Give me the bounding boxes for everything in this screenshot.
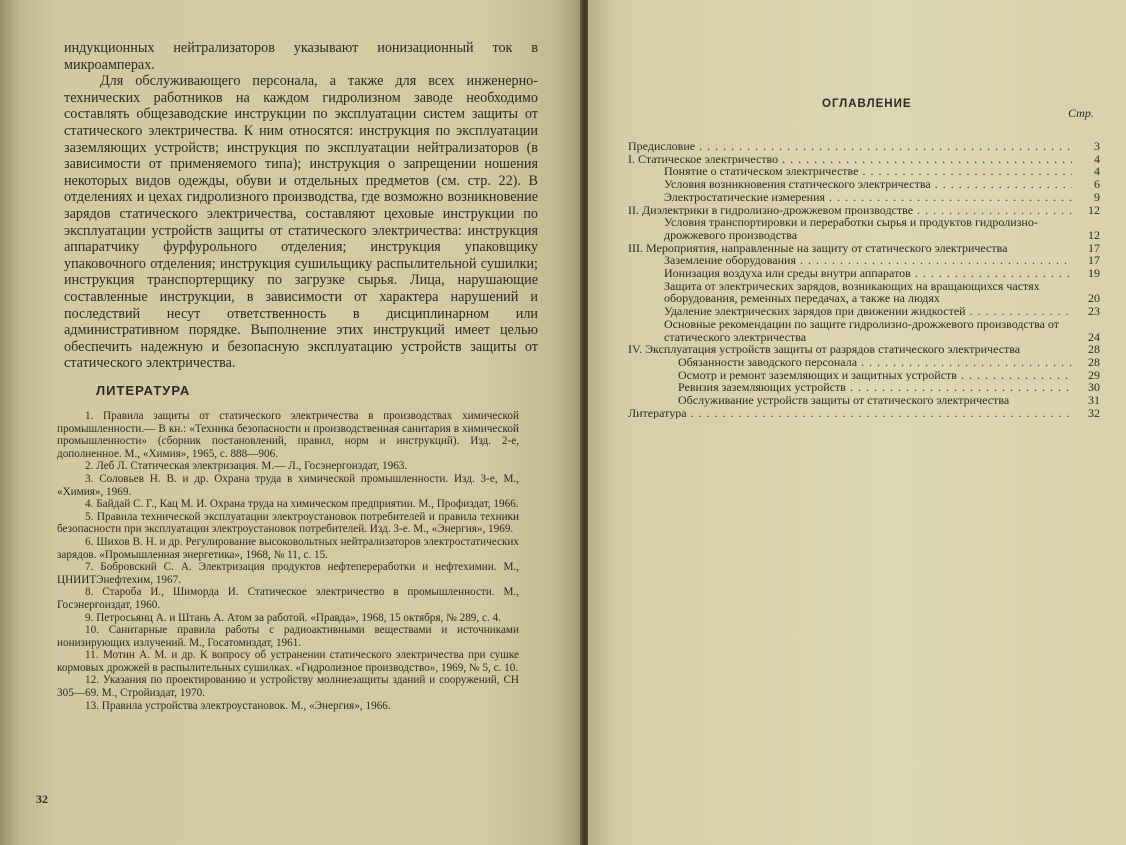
toc-title: ОГЛАВЛЕНИЕ xyxy=(822,98,912,110)
toc-entry xyxy=(628,216,1100,241)
toc-entry-title: Предисловие . . . xyxy=(628,140,1072,153)
toc-entry-title: Обязанности заводского персонала . . . xyxy=(678,356,1072,369)
toc-entry-page: 12 xyxy=(1088,227,1100,242)
body-text xyxy=(64,40,538,372)
toc-entry-title: I. Статическое электричество . . . xyxy=(628,153,1072,166)
toc-entry-page: 23 xyxy=(1088,304,1100,319)
toc-entry-page: 17 xyxy=(1088,240,1100,255)
toc-entry xyxy=(628,369,1100,382)
toc-entry-page: 6 xyxy=(1094,177,1100,192)
reference-item: 2. Леб Л. Статическая электризация. М.— Л., Госэнергоиздат, 1963. xyxy=(85,460,408,473)
toc-entry-title: Обслуживание устройств защиты от статического электричества xyxy=(678,393,1010,408)
toc-entry xyxy=(628,343,1100,356)
toc-entry xyxy=(628,407,1100,420)
toc-entry xyxy=(628,305,1100,318)
toc-entry xyxy=(628,191,1100,204)
toc-page-column-label: Стр. xyxy=(1068,106,1094,120)
toc-entry-title: Защита от электрических зарядов, возникающих на вращающихся частях оборудования, ременных передачах, а также на людях xyxy=(664,278,1040,306)
toc-entry-title: Электростатические измерения . . . xyxy=(664,191,1072,204)
right-page xyxy=(588,0,1126,845)
toc-entry-title: Заземление оборудования . . . xyxy=(664,254,1072,267)
toc-entry xyxy=(628,165,1100,178)
toc-entry-page: 20 xyxy=(1088,291,1100,306)
toc-entry-page: 30 xyxy=(1088,380,1100,395)
toc-entry-title: Удаление электрических зарядов при движении жидкостей . . . xyxy=(664,305,1072,318)
page-number: 32 xyxy=(36,792,48,806)
reference-item: 9. Петросьянц А. и Штань А. Атом за работой. «Правда», 1968, 15 октября, № 289, с. 4. xyxy=(85,611,501,624)
toc-entry xyxy=(628,267,1100,280)
reference-item: 3. Соловьев Н. В. и др. Охрана труда в химической промышленности. Изд. 3-е, М., «Химия», 1969. xyxy=(57,472,519,498)
reference-item: 5. Правила технической эксплуатации электроустановок потребителей и правила техники безопасности при эксплуатации электроустановок потребителей. Изд. 3-е. М., «Энергия», 1969. xyxy=(57,510,519,536)
toc-entry-page: 12 xyxy=(1088,202,1100,217)
literature-heading: ЛИТЕРАТУРА xyxy=(96,383,191,398)
toc-entry-title: Условия возникновения статического электричества . . . xyxy=(664,178,1072,191)
toc-entry-page: 31 xyxy=(1088,393,1100,408)
table-of-contents xyxy=(628,140,1100,419)
toc-entry-title: Литература . . . xyxy=(628,407,1072,420)
reference-item: 4. Байдай С. Г., Кац М. И. Охрана труда на химическом предприятии. М., Профиздат, 1966. xyxy=(85,498,519,511)
reference-item: 1. Правила защиты от статического электричества в производствах химической промышленности.— В кн.: «Техника безопасности и производственная санитария в химической промышленности» (сборник постановлений, правил, норм и инструкций). Изд. 2-е, дополненное. М., «Химия», 1965, с. 888—906. xyxy=(57,410,519,460)
toc-entry-page: 3 xyxy=(1094,139,1100,153)
reference-item: 8. Староба И., Шиморда И. Статическое электричество в промышленности. М., Госэнергоиздат, 1960. xyxy=(57,586,519,611)
toc-entry-title: IV. Эксплуатация устройств защиты от разрядов статического электричества xyxy=(628,342,1021,357)
toc-entry-title: Осмотр и ремонт заземляющих и защитных устройств . . . xyxy=(678,369,1072,382)
toc-entry xyxy=(628,178,1100,191)
reference-item: 7. Бобровский С. А. Электризация продуктов нефтепереработки и нефтехимии. М., ЦНИИТЭнефтехим, 1967. xyxy=(57,561,519,586)
toc-entry xyxy=(628,394,1100,407)
toc-entry-title: Ионизация воздуха или среды внутри аппаратов . . . xyxy=(664,267,1072,280)
toc-entry-page: 28 xyxy=(1088,342,1100,357)
toc-entry xyxy=(628,242,1100,255)
toc-entry-page: 29 xyxy=(1088,367,1100,382)
toc-entry xyxy=(628,318,1100,343)
toc-entry-title: Понятие о статическом электричестве . . . xyxy=(664,165,1072,178)
toc-entry-page: 24 xyxy=(1088,329,1100,344)
paragraph: Для обслуживающего персонала, а также для всех инженерно-технических работников на каждом гидролизном заводе необходимо составлять общезаводские инструкции по эксплуатации систем защиты от статического электричества. К ним относятся: инструкция по эксплуатации заземляющих устройств; инструкция по эксплуатации нейтрализаторов (в зависимости от применяемого типа); инструкция о запрещении ношения некоторых видов одежды, обуви и отдельных предметов (см. стр. 22). В отделениях и цехах гидролизного производства, где возможно возникновение зарядов статического электричества, составляют цеховые инструкции по эксплуатации устройств защиты от статического электричества: инструкция аппаратчику фурфурольного отделения; инструкция упаковщику упаковочного отделения; инструкция сушильщику распылительной сушилки; инструкция транспортерщику по загрузке сырья. Лица, нарушающие составленные инструкции, в зависимости от характера нарушений и последствий несут ответственность в дисциплинарном или административном порядке. Выполнение этих инструкций имеет целью обеспечить надежную и безопасную эксплуатацию устройств защиты от статического электричества. xyxy=(64,73,538,372)
toc-entry-page: 4 xyxy=(1094,164,1100,179)
toc-entry-page: 28 xyxy=(1088,354,1100,369)
toc-entry-page: 17 xyxy=(1088,253,1100,268)
reference-item: 11. Мотин А. М. и др. К вопросу об устранении статического электричества при сушке кормовых дрожжей в распылительных сушилках. «Гидролизное производство», 1969, № 5, с. 10. xyxy=(57,649,519,674)
reference-item: 10. Санитарные правила работы с радиоактивными веществами и источниками ионизирующих излучений. М., Госатомиздат, 1961. xyxy=(57,624,519,649)
toc-entry-title: Условия транспортировки и переработки сырья и продуктов гидролизно-дрожжевого производства xyxy=(664,215,1038,242)
paragraph: индукционных нейтрализаторов указывают ионизационный ток в микроамперах. xyxy=(64,40,538,73)
reference-item: 6. Шихов В. Н. и др. Регулирование высоковольтных нейтрализаторов электростатических зарядов. «Промышленная энергетика», 1968, № 11, с. 15. xyxy=(57,535,519,561)
toc-entry-title: Ревизия заземляющих устройств . . . xyxy=(678,381,1072,394)
toc-entry-title: Основные рекомендации по защите гидролизно-дрожжевого производства от статического электричества xyxy=(664,316,1060,344)
toc-entry xyxy=(628,280,1100,305)
toc-entry-page: 9 xyxy=(1094,189,1100,204)
toc-entry xyxy=(628,140,1100,153)
toc-entry-page: 4 xyxy=(1094,151,1100,166)
toc-entry xyxy=(628,153,1100,166)
reference-list xyxy=(57,410,519,712)
toc-entry-title: III. Мероприятия, направленные на защиту от статического электричества xyxy=(628,240,1008,255)
toc-entry-page: 32 xyxy=(1088,405,1100,420)
toc-entry-page: 19 xyxy=(1088,266,1100,281)
reference-item: 13. Правила устройства электроустановок. М., «Энергия», 1966. xyxy=(85,699,391,712)
toc-entry-title: II. Диэлектрики в гидролизно-дрожжевом производстве . . . xyxy=(628,204,1072,217)
toc-entry xyxy=(628,356,1100,369)
reference-item: 12. Указания по проектированию и устройству молниезащиты зданий и сооружений, СН 305—69. М., Стройиздат, 1970. xyxy=(57,674,519,700)
toc-entry xyxy=(628,254,1100,267)
